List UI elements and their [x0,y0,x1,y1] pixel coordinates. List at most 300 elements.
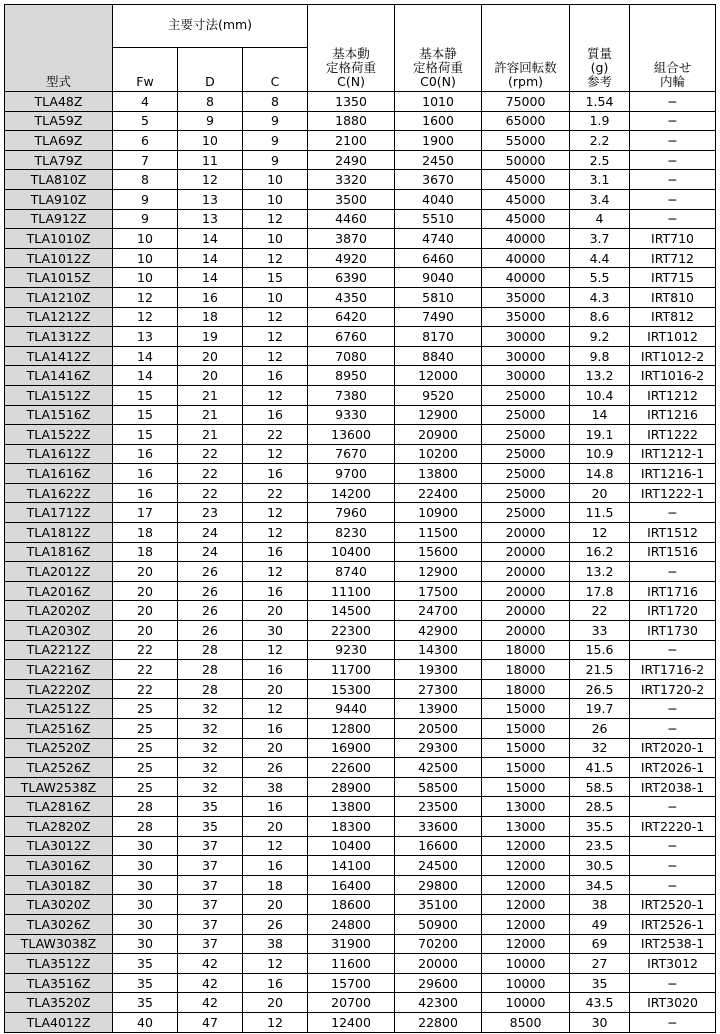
dynamic-load-cell: 4460 [308,209,395,229]
dynamic-load-cell: 6390 [308,268,395,288]
fw-cell: 22 [113,640,178,660]
d-cell: 42 [178,993,243,1013]
d-cell: 28 [178,660,243,680]
c-cell: 12 [243,248,308,268]
static-load-cell: 23500 [395,797,482,817]
table-row [5,954,716,974]
static-load-cell: 12900 [395,405,482,425]
model-cell: TLAW3038Z [5,934,113,954]
model-cell: TLA1512Z [5,385,113,405]
dynamic-load-cell: 13800 [308,797,395,817]
table-row [5,327,716,347]
model-cell: TLA3512Z [5,954,113,974]
table-row [5,875,716,895]
static-load-cell: 4740 [395,229,482,249]
c-cell: 16 [243,366,308,386]
table-row [5,170,716,190]
model-cell: TLA3520Z [5,993,113,1013]
table-row [5,856,716,876]
d-cell: 32 [178,719,243,739]
speed-cell: 15000 [482,738,570,758]
c-cell: 10 [243,189,308,209]
dynamic-load-cell: 13600 [308,425,395,445]
d-cell: 10 [178,131,243,151]
static-load-cell: 29300 [395,738,482,758]
d-cell: 32 [178,738,243,758]
speed-cell: 40000 [482,229,570,249]
mass-cell: 9.2 [570,327,630,347]
inner-ring-cell: IRT1222-1 [630,483,716,503]
static-load-cell: 20000 [395,954,482,974]
inner-ring-cell: IRT1212-1 [630,444,716,464]
c-cell: 16 [243,973,308,993]
static-load-cell: 24500 [395,856,482,876]
fw-cell: 30 [113,836,178,856]
mass-cell: 69 [570,934,630,954]
d-cell: 37 [178,895,243,915]
d-cell: 21 [178,385,243,405]
fw-cell: 30 [113,875,178,895]
mass-cell: 1.9 [570,111,630,131]
table-row [5,248,716,268]
speed-cell: 40000 [482,248,570,268]
table-row [5,405,716,425]
fw-cell: 18 [113,523,178,543]
model-cell: TLA4012Z [5,1012,113,1032]
mass-cell: 10.4 [570,385,630,405]
dynamic-load-cell: 3320 [308,170,395,190]
c-cell: 16 [243,405,308,425]
inner-ring-cell: − [630,719,716,739]
model-cell: TLA2516Z [5,719,113,739]
inner-ring-cell: − [630,170,716,190]
mass-cell: 33 [570,621,630,641]
model-cell: TLA912Z [5,209,113,229]
mass-cell: 2.5 [570,150,630,170]
inner-ring-cell: − [630,973,716,993]
inner-ring-cell: − [630,150,716,170]
fw-cell: 15 [113,405,178,425]
fw-cell: 22 [113,660,178,680]
table-row [5,777,716,797]
c-cell: 9 [243,111,308,131]
dynamic-load-cell: 3870 [308,229,395,249]
speed-cell: 20000 [482,601,570,621]
dynamic-load-cell: 14200 [308,483,395,503]
d-cell: 20 [178,346,243,366]
d-cell: 11 [178,150,243,170]
dynamic-load-cell: 1880 [308,111,395,131]
mass-cell: 23.5 [570,836,630,856]
c-cell: 12 [243,327,308,347]
inner-ring-cell: IRT1012-2 [630,346,716,366]
d-cell: 26 [178,601,243,621]
speed-cell: 75000 [482,92,570,112]
fw-cell: 25 [113,777,178,797]
speed-cell: 25000 [482,444,570,464]
fw-cell: 12 [113,307,178,327]
d-cell: 24 [178,523,243,543]
fw-cell: 10 [113,248,178,268]
table-row [5,699,716,719]
static-load-cell: 22400 [395,483,482,503]
d-cell: 14 [178,229,243,249]
table-body [5,92,716,1033]
c-cell: 20 [243,993,308,1013]
table-header [5,5,716,92]
static-load-cell: 5510 [395,209,482,229]
mass-cell: 11.5 [570,503,630,523]
table-row [5,229,716,249]
speed-cell: 18000 [482,660,570,680]
static-load-cell: 17500 [395,581,482,601]
dynamic-load-cell: 2490 [308,150,395,170]
dynamic-load-cell: 15300 [308,679,395,699]
d-cell: 14 [178,268,243,288]
dynamic-load-cell: 24800 [308,914,395,934]
c-cell: 20 [243,601,308,621]
model-cell: TLA1210Z [5,287,113,307]
mass-cell: 38 [570,895,630,915]
inner-ring-cell: − [630,797,716,817]
fw-cell: 30 [113,895,178,915]
d-cell: 22 [178,444,243,464]
fw-cell: 6 [113,131,178,151]
d-cell: 16 [178,287,243,307]
model-cell: TLA1812Z [5,523,113,543]
speed-cell: 13000 [482,816,570,836]
model-cell: TLA1015Z [5,268,113,288]
speed-cell: 35000 [482,307,570,327]
c-cell: 10 [243,229,308,249]
mass-cell: 3.4 [570,189,630,209]
mass-cell: 32 [570,738,630,758]
speed-cell: 25000 [482,503,570,523]
speed-cell: 12000 [482,856,570,876]
mass-cell: 19.7 [570,699,630,719]
speed-cell: 15000 [482,719,570,739]
speed-cell: 25000 [482,464,570,484]
fw-cell: 15 [113,385,178,405]
speed-cell: 10000 [482,973,570,993]
model-cell: TLA1522Z [5,425,113,445]
fw-cell: 30 [113,856,178,876]
fw-cell: 25 [113,719,178,739]
mass-cell: 22 [570,601,630,621]
d-cell: 42 [178,973,243,993]
speed-cell: 12000 [482,836,570,856]
d-cell: 12 [178,170,243,190]
static-load-cell: 9040 [395,268,482,288]
table-row [5,307,716,327]
model-cell: TLA2526Z [5,758,113,778]
static-load-cell: 27300 [395,679,482,699]
c-cell: 12 [243,954,308,974]
mass-cell: 58.5 [570,777,630,797]
inner-ring-cell: IRT1516 [630,542,716,562]
speed-cell: 10000 [482,993,570,1013]
inner-ring-cell: IRT1720 [630,601,716,621]
c-cell: 12 [243,385,308,405]
model-cell: TLA2820Z [5,816,113,836]
fw-cell: 16 [113,444,178,464]
dynamic-load-cell: 9700 [308,464,395,484]
inner-ring-cell: − [630,189,716,209]
inner-ring-cell: IRT3020 [630,993,716,1013]
model-cell: TLA3026Z [5,914,113,934]
static-load-cell: 1010 [395,92,482,112]
fw-cell: 20 [113,621,178,641]
model-cell: TLAW2538Z [5,777,113,797]
c-cell: 12 [243,307,308,327]
fw-cell: 28 [113,797,178,817]
speed-cell: 55000 [482,131,570,151]
mass-cell: 34.5 [570,875,630,895]
d-cell: 28 [178,640,243,660]
d-cell: 26 [178,581,243,601]
dynamic-load-cell: 7960 [308,503,395,523]
d-cell: 37 [178,875,243,895]
dynamic-load-cell: 7380 [308,385,395,405]
model-cell: TLA3012Z [5,836,113,856]
dynamic-load-cell: 9230 [308,640,395,660]
speed-cell: 8500 [482,1012,570,1032]
mass-cell: 2.2 [570,131,630,151]
model-cell: TLA3020Z [5,895,113,915]
model-cell: TLA2816Z [5,797,113,817]
model-cell: TLA1612Z [5,444,113,464]
fw-header: Fw [113,48,178,92]
dynamic-load-cell: 14100 [308,856,395,876]
inner-ring-cell: IRT1720-2 [630,679,716,699]
table-row [5,621,716,641]
fw-cell: 5 [113,111,178,131]
inner-ring-cell: IRT1216-1 [630,464,716,484]
fw-cell: 14 [113,346,178,366]
mass-cell: 5.5 [570,268,630,288]
table-row [5,758,716,778]
dynamic-load-cell: 6420 [308,307,395,327]
c-cell: 9 [243,150,308,170]
dynamic-load-cell: 16900 [308,738,395,758]
d-cell: 37 [178,934,243,954]
d-cell: 21 [178,405,243,425]
table-row [5,895,716,915]
static-load-cell: 4040 [395,189,482,209]
inner-ring-cell: − [630,836,716,856]
inner-ring-cell: IRT2220-1 [630,816,716,836]
inner-ring-header: 組合せ 内輪 [630,5,716,92]
table-row [5,150,716,170]
table-row [5,914,716,934]
table-row [5,738,716,758]
model-cell: TLA3516Z [5,973,113,993]
fw-cell: 35 [113,993,178,1013]
model-cell: TLA1712Z [5,503,113,523]
mass-cell: 4.3 [570,287,630,307]
model-cell: TLA59Z [5,111,113,131]
c-cell: 12 [243,503,308,523]
mass-cell: 14 [570,405,630,425]
c-cell: 15 [243,268,308,288]
mass-cell: 15.6 [570,640,630,660]
static-load-cell: 12000 [395,366,482,386]
table-row [5,679,716,699]
c-cell: 30 [243,621,308,641]
static-load-cell: 3670 [395,170,482,190]
mass-cell: 43.5 [570,993,630,1013]
inner-ring-cell: IRT710 [630,229,716,249]
static-load-cell: 58500 [395,777,482,797]
table-row [5,797,716,817]
model-cell: TLA1416Z [5,366,113,386]
model-cell: TLA3018Z [5,875,113,895]
table-row [5,523,716,543]
speed-cell: 20000 [482,621,570,641]
model-cell: TLA1516Z [5,405,113,425]
d-cell: 32 [178,777,243,797]
inner-ring-cell: IRT1212 [630,385,716,405]
c-cell: 12 [243,836,308,856]
d-cell: 9 [178,111,243,131]
d-cell: 18 [178,307,243,327]
fw-cell: 20 [113,601,178,621]
mass-cell: 19.1 [570,425,630,445]
speed-cell: 45000 [482,170,570,190]
static-load-cell: 11500 [395,523,482,543]
d-cell: 37 [178,856,243,876]
mass-cell: 14.8 [570,464,630,484]
inner-ring-cell: IRT1012 [630,327,716,347]
inner-ring-cell: IRT1512 [630,523,716,543]
table-row [5,425,716,445]
table-row [5,562,716,582]
c-cell: 10 [243,287,308,307]
mass-cell: 8.6 [570,307,630,327]
inner-ring-cell: IRT812 [630,307,716,327]
static-load-cell: 20500 [395,719,482,739]
mass-cell: 9.8 [570,346,630,366]
speed-cell: 40000 [482,268,570,288]
mass-cell: 26.5 [570,679,630,699]
dynamic-load-cell: 3500 [308,189,395,209]
inner-ring-cell: IRT1216 [630,405,716,425]
d-cell: 32 [178,758,243,778]
c-cell: 16 [243,719,308,739]
mass-cell: 20 [570,483,630,503]
table-row [5,581,716,601]
dynamic-load-cell: 20700 [308,993,395,1013]
d-cell: 26 [178,621,243,641]
speed-cell: 25000 [482,483,570,503]
table-row [5,503,716,523]
c-cell: 20 [243,738,308,758]
table-row [5,268,716,288]
dynamic-load-cell: 11700 [308,660,395,680]
inner-ring-cell: − [630,111,716,131]
static-load-cell: 2450 [395,150,482,170]
mass-cell: 30 [570,1012,630,1032]
model-cell: TLA2212Z [5,640,113,660]
d-cell: 37 [178,914,243,934]
dynamic-load-cell: 7670 [308,444,395,464]
table-row [5,464,716,484]
model-header: 型式 [5,5,113,92]
table-row [5,640,716,660]
table-row [5,483,716,503]
mass-cell: 1.54 [570,92,630,112]
c-cell: 22 [243,425,308,445]
fw-cell: 40 [113,1012,178,1032]
speed-cell: 65000 [482,111,570,131]
speed-cell: 25000 [482,405,570,425]
d-cell: 47 [178,1012,243,1032]
c-cell: 12 [243,444,308,464]
dynamic-load-cell: 31900 [308,934,395,954]
table-row [5,934,716,954]
c-cell: 26 [243,914,308,934]
speed-cell: 12000 [482,914,570,934]
c-cell: 20 [243,679,308,699]
dynamic-load-cell: 16400 [308,875,395,895]
c-cell: 20 [243,816,308,836]
static-load-cell: 29600 [395,973,482,993]
fw-cell: 10 [113,268,178,288]
static-load-cell: 13900 [395,699,482,719]
model-cell: TLA48Z [5,92,113,112]
table-row [5,346,716,366]
inner-ring-cell: IRT1222 [630,425,716,445]
static-load-cell: 24700 [395,601,482,621]
dynamic-load-cell: 2100 [308,131,395,151]
model-cell: TLA2220Z [5,679,113,699]
inner-ring-cell: − [630,640,716,660]
c-cell: 38 [243,934,308,954]
table-row [5,973,716,993]
fw-cell: 20 [113,581,178,601]
static-load-cell: 1600 [395,111,482,131]
dynamic-load-cell: 9330 [308,405,395,425]
fw-cell: 16 [113,464,178,484]
static-load-cell: 10200 [395,444,482,464]
mass-cell: 49 [570,914,630,934]
table-row [5,444,716,464]
model-cell: TLA2020Z [5,601,113,621]
dynamic-load-header: 基本動 定格荷重 C(N) [308,5,395,92]
mass-cell: 4 [570,209,630,229]
table-row [5,1012,716,1032]
static-load-cell: 29800 [395,875,482,895]
c-cell: 22 [243,483,308,503]
mass-cell: 35 [570,973,630,993]
fw-cell: 14 [113,366,178,386]
fw-cell: 35 [113,973,178,993]
model-cell: TLA2012Z [5,562,113,582]
c-cell: 16 [243,542,308,562]
mass-cell: 30.5 [570,856,630,876]
fw-cell: 17 [113,503,178,523]
dynamic-load-cell: 22300 [308,621,395,641]
table-row [5,660,716,680]
model-cell: TLA1412Z [5,346,113,366]
d-cell: 21 [178,425,243,445]
mass-cell: 12 [570,523,630,543]
dynamic-load-cell: 18600 [308,895,395,915]
model-cell: TLA2216Z [5,660,113,680]
speed-cell: 20000 [482,562,570,582]
speed-cell: 50000 [482,150,570,170]
inner-ring-cell: − [630,92,716,112]
